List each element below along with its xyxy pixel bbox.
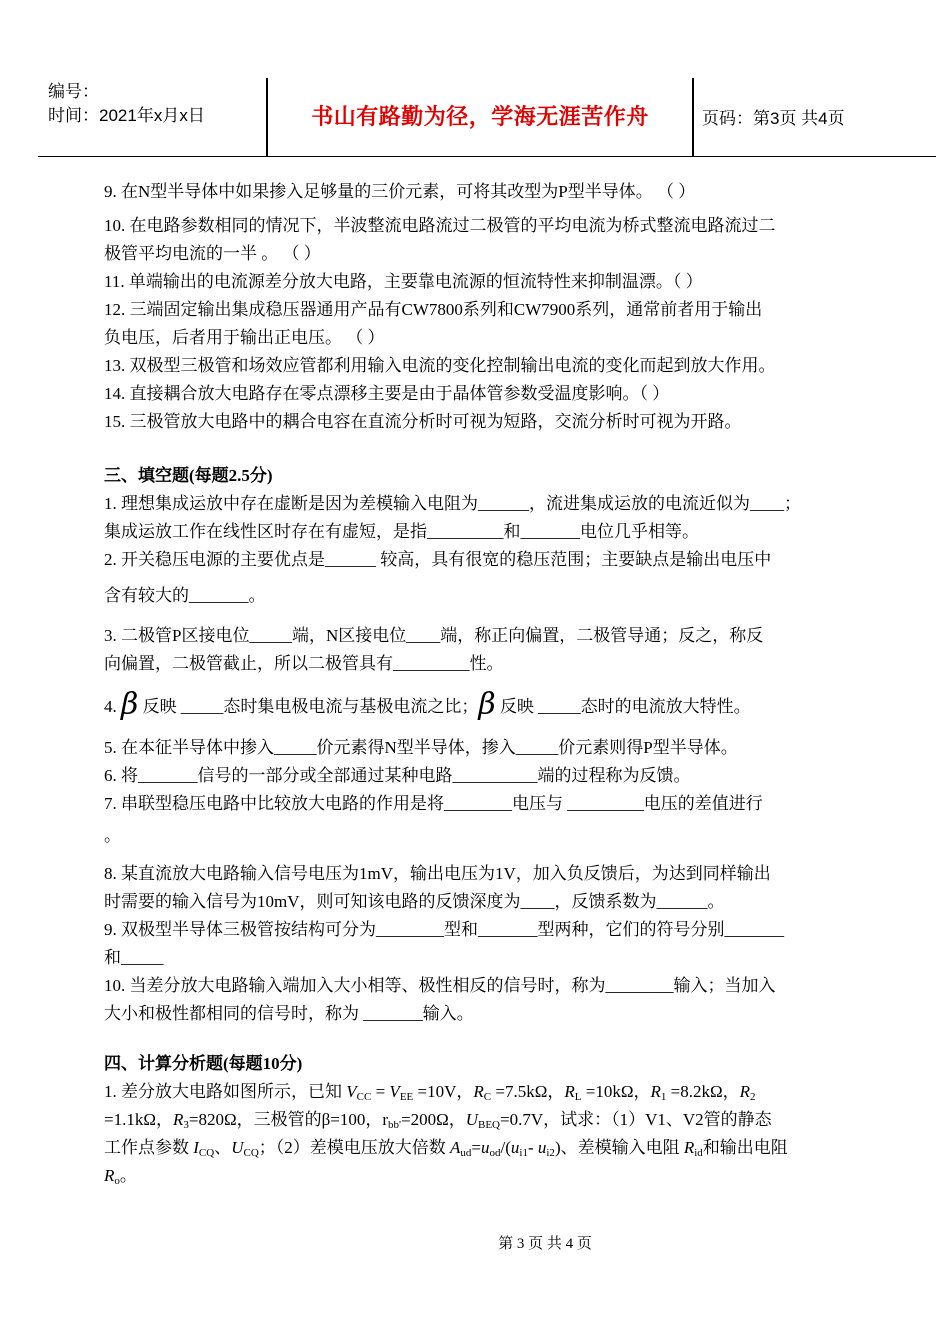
calc-line: 1. 差分放大电路如图所示，已知 $V_{CC} = V_{EE} =10V$，$R_C =7.5k\Omega$，$R_L =10k\Omega$，$R_1 =8.2k\Omega$，$R_2$ (104, 1082, 756, 1103)
header-meta (48, 80, 205, 128)
footer-page-number: 第 3 页 共 4 页 (498, 1236, 592, 1252)
fill-line: 集成运放工作在线性区时存在有虚短，是指_________和_______电位几乎相等。 (104, 522, 699, 541)
calc-line: =1.1kΩ，$R_3=820\Omega$，三极管的β=100，$r_{bb'}=200\Omega$，$U_{BEQ}=0.7V$，试求：（1）V1、V2管的静态 (104, 1110, 772, 1131)
fill-line: 7. 串联型稳压电路中比较放大电路的作用是将________电压与 _________电压的差值进行 (104, 794, 763, 813)
page-footer (0, 1232, 950, 1253)
fill-line: 和_____ (104, 948, 164, 967)
judge-item: 9. 在N型半导体中如果掺入足够量的三价元素，可将其改型为P型半导体。 （ ） (104, 182, 696, 201)
q4-text: 反映 _____态时的电流放大特性。 (495, 697, 751, 716)
q4-text: 反映 _____态时集电极电流与基极电流之比； (138, 697, 479, 716)
judge-item: 负电压，后者用于输出正电压。 （ ） (104, 328, 385, 347)
calc-line: $R_o$。 (104, 1166, 137, 1187)
section-heading: 四、计算分析题(每题10分) (104, 1054, 303, 1073)
fill-line: 5. 在本征半导体中掺入_____价元素得N型半导体，掺入_____价元素则得P型半导体。 (104, 738, 738, 757)
beta-symbol: β (478, 687, 496, 722)
document-time-label: 时间：2021年x月x日 (48, 106, 205, 125)
fill-line: 时需要的输入信号为10mV，则可知该电路的反馈深度为____，反馈系数为______。 (104, 892, 725, 911)
header-motto: 书山有路勤为径，学海无涯苦作舟 (311, 105, 649, 130)
fill-line: 6. 将_______信号的一部分或全部通过某种电路__________端的过程称为反馈。 (104, 766, 691, 785)
document-id-label: 编号： (48, 82, 99, 101)
judge-item: 13. 双极型三极管和场效应管都利用输入电流的变化控制输出电流的变化而起到放大作用。 (104, 356, 776, 375)
fill-line: 向偏置，二极管截止，所以二极管具有_________性。 (104, 654, 504, 673)
exam-content (104, 178, 874, 1190)
fill-line: 含有较大的_______。 (104, 586, 266, 605)
fill-line: 3. 二极管P区接电位_____端，N区接电位____端，称正向偏置，二极管导通；反之，称反 (104, 626, 764, 645)
judge-item: 15. 三极管放大电路中的耦合电容在直流分析时可视为短路，交流分析时可视为开路。 (104, 412, 742, 431)
fill-line: 1. 理想集成运放中存在虚断是因为差模输入电阻为______，流进集成运放的电流近似为____； (104, 494, 801, 513)
judge-item: 10. 在电路参数相同的情况下，半波整流电路流过二极管的平均电流为桥式整流电路流过二 (104, 216, 776, 235)
header-page-info: 页码：第3页 共4页 (702, 109, 845, 128)
judge-item: 14. 直接耦合放大电路存在零点漂移主要是由于晶体管参数受温度影响。（ ） (104, 384, 670, 403)
page-header (38, 78, 936, 157)
judge-item: 12. 三端固定输出集成稳压器通用产品有CW7800系列和CW7900系列，通常前者用于输出 (104, 300, 763, 319)
judge-item: 11. 单端输出的电流源差分放大电路，主要靠电流源的恒流特性来抑制温漂。（ ） (104, 272, 703, 291)
calc-line: 工作点参数 $I_{CQ}$、$U_{CQ}$；（2）差模电压放大倍数 $A_{ud}=u_{od}/(u_{i1}-$ $u_{i2}$)、差模输入电阻 $R_{id}$和输出电阻 (104, 1138, 788, 1159)
fill-line: 9. 双极型半导体三极管按结构可分为________型和_______型两种，它们的符号分别_______ (104, 920, 784, 939)
header-divider (692, 78, 694, 156)
fill-line: 8. 某直流放大电路输入信号电压为1mV，输出电压为1V，加入负反馈后，为达到同样输出 (104, 864, 771, 883)
section-heading: 三、填空题(每题2.5分) (104, 466, 273, 485)
fill-line: 大小和极性都相同的信号时，称为 _______输入。 (104, 1004, 474, 1023)
fill-line: 2. 开关稳压电源的主要优点是______ 较高，具有很宽的稳压范围；主要缺点是输出电压中 (104, 550, 772, 569)
fill-line: 10. 当差分放大电路输入端加入大小相等、极性相反的信号时，称为________输入；当加入 (104, 976, 776, 995)
fill-line-q4 (104, 687, 874, 724)
judge-item: 极管平均电流的一半 。 （ ） (104, 244, 321, 263)
q4-number: 4. (104, 697, 121, 716)
beta-symbol: β (121, 687, 139, 722)
fill-line: 。 (104, 826, 121, 845)
